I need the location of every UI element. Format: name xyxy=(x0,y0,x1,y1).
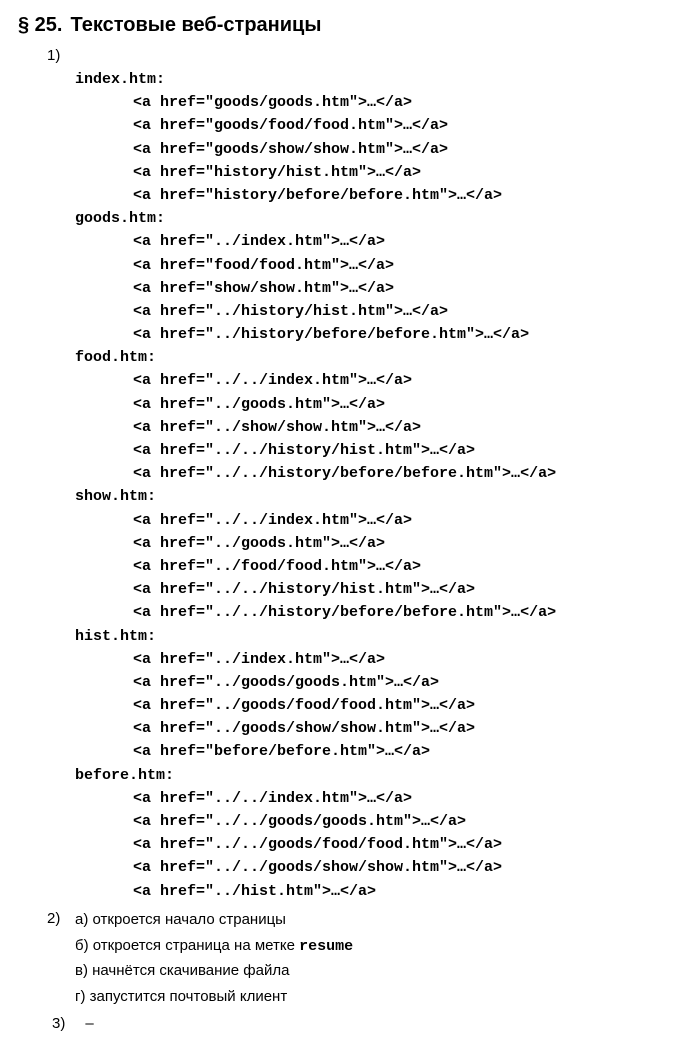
link-code-line: <a href="history/hist.htm">…</a> xyxy=(133,163,422,181)
link-code-line: <a href="../../goods/food/food.htm">…</a> xyxy=(133,836,503,854)
link-code-line: <a href="goods/food/food.htm">…</a> xyxy=(133,117,449,135)
link-code-line: <a href="../goods.htm">…</a> xyxy=(133,395,386,413)
link-code-line: <a href="../../history/before/before.htm">…</a> xyxy=(133,465,557,483)
link-code-line: <a href="../index.htm">…</a> xyxy=(133,650,386,668)
file-name: food.htm: xyxy=(75,349,157,367)
file-name: before.htm: xyxy=(75,766,175,784)
answer-option xyxy=(75,933,353,959)
link-code-line: <a href="../goods/goods.htm">…</a> xyxy=(133,673,440,691)
link-code-line: <a href="before/before.htm">…</a> xyxy=(133,743,431,761)
link-code-line: <a href="show/show.htm">…</a> xyxy=(133,279,395,297)
section-heading: Текстовые веб-страницы xyxy=(70,14,322,36)
question-1-answer-code xyxy=(75,68,695,903)
answer-option xyxy=(75,907,353,933)
file-name: show.htm: xyxy=(75,488,157,506)
file-name: goods.htm: xyxy=(75,210,166,228)
link-code-line: <a href="goods/show/show.htm">…</a> xyxy=(133,140,449,158)
link-code-line: <a href="../../goods/show/show.htm">…</a> xyxy=(133,859,503,877)
question-3-number: 3) xyxy=(52,1015,66,1032)
link-code-line: <a href="../index.htm">…</a> xyxy=(133,233,386,251)
section-number: § 25. xyxy=(18,14,63,36)
question-2-number: 2) xyxy=(47,910,61,927)
link-code-line: <a href="../goods.htm">…</a> xyxy=(133,534,386,552)
link-code-line: <a href="../show/show.htm">…</a> xyxy=(133,418,422,436)
link-code-line: <a href="../../index.htm">…</a> xyxy=(133,511,413,529)
answer-option xyxy=(75,958,353,984)
link-code-line: <a href="../history/hist.htm">…</a> xyxy=(133,302,449,320)
link-code-line: <a href="food/food.htm">…</a> xyxy=(133,256,395,274)
link-code-line: <a href="../../goods/goods.htm">…</a> xyxy=(133,813,467,830)
link-code-line: <a href="../hist.htm">…</a> xyxy=(133,882,377,900)
answer-code: resume xyxy=(299,937,354,955)
answer-text: а) откроется начало страницы xyxy=(75,911,286,928)
answer-text: в) начнётся скачивание файла xyxy=(75,962,290,980)
section-title xyxy=(18,12,321,38)
answer-option xyxy=(75,984,353,1010)
link-code-line: <a href="../goods/food/food.htm">…</a> xyxy=(133,697,476,715)
question-1-number: 1) xyxy=(47,47,61,64)
question-3 xyxy=(52,1014,94,1034)
question-2-answers xyxy=(75,907,353,1010)
link-code-line: <a href="goods/goods.htm">…</a> xyxy=(133,94,413,112)
link-code-line: <a href="../../index.htm">…</a> xyxy=(133,372,413,390)
link-code-line: <a href="../../history/before/before.htm">…</a> xyxy=(133,604,557,622)
file-name: index.htm: xyxy=(75,71,166,88)
answer-text: б) откроется страница на метке xyxy=(75,936,300,954)
link-code-line: <a href="../goods/show/show.htm">…</a> xyxy=(133,720,476,738)
link-code-line: <a href="../../index.htm">…</a> xyxy=(133,789,413,807)
link-code-line: <a href="../../history/hist.htm">…</a> xyxy=(133,581,476,599)
question-3-answer: – xyxy=(85,1015,94,1032)
link-code-line: <a href="../../history/hist.htm">…</a> xyxy=(133,442,476,459)
file-name: hist.htm: xyxy=(75,627,157,645)
link-code-line: <a href="../history/before/before.htm">…</a> xyxy=(133,326,530,344)
link-code-line: <a href="../food/food.htm">…</a> xyxy=(133,557,422,575)
answer-text: г) запустится почтовый клиент xyxy=(75,988,288,1006)
link-code-line: <a href="history/before/before.htm">…</a> xyxy=(133,186,503,204)
